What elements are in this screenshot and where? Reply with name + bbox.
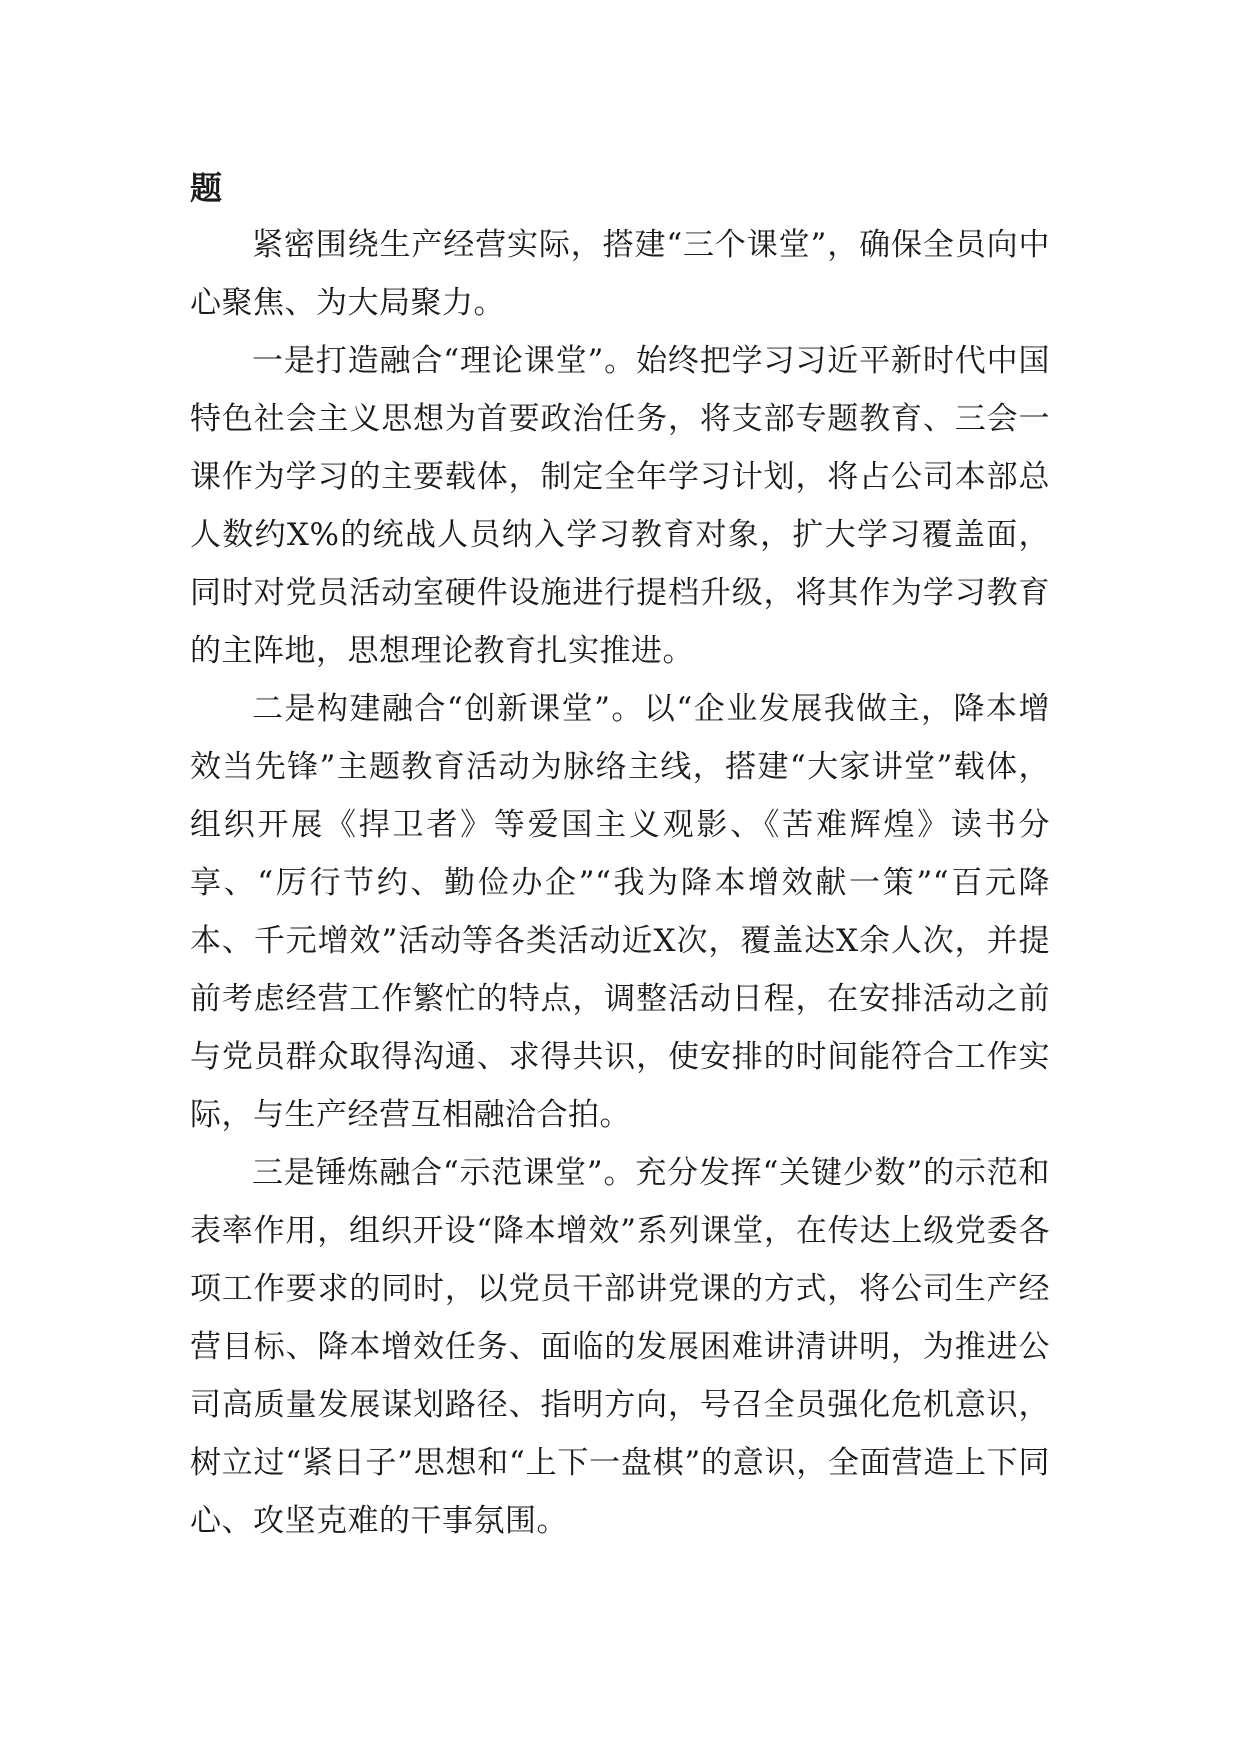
paragraph-demonstration-classroom: 三是锤炼融合“示范课堂”。充分发挥“关键少数”的示范和表率作用，组织开设“降本增效”系列课堂，在传达上级党委各项工作要求的同时，以党员干部讲党课的方式，将公司生产经营目标、降本增效任务、面临的发展困难讲清讲明，为推进公司高质量发展谋划路径、指明方向，号召全员强化危机意识，树立过“紧日子”思想和“上下一盘棋”的意识，全面营造上下同心、攻坚克难的干事氛围。 — [190, 1155, 1050, 1539]
paragraph-innovation-classroom: 二是构建融合“创新课堂”。以“企业发展我做主，降本增效当先锋”主题教育活动为脉络主线，搭建“大家讲堂”载体，组织开展《捍卫者》等爱国主义观影、《苦难辉煌》读书分享、“厉行节约、勤俭办企”“我为降本增效献一策”“百元降本、千元增效”活动等各类活动近X次，覆盖达X余人次，并提前考虑经营工作繁忙的特点，调整活动日程，在安排活动之前与党员群众取得沟通、求得共识，使安排的时间能符合工作实际，与生产经营互相融洽合拍。 — [190, 691, 1050, 1133]
section-heading: 题 — [190, 169, 223, 207]
document-body — [190, 160, 1050, 1550]
paragraph-intro: 紧密围绕生产经营实际，搭建“三个课堂”，确保全员向中心聚焦、为大局聚力。 — [190, 227, 1050, 321]
paragraph-theory-classroom: 一是打造融合“理论课堂”。始终把学习习近平新时代中国特色社会主义思想为首要政治任务，将支部专题教育、三会一课作为学习的主要载体，制定全年学习计划，将占公司本部总人数约X%的统战人员纳入学习教育对象，扩大学习覆盖面，同时对党员活动室硬件设施进行提档升级，将其作为学习教育的主阵地，思想理论教育扎实推进。 — [190, 343, 1050, 669]
